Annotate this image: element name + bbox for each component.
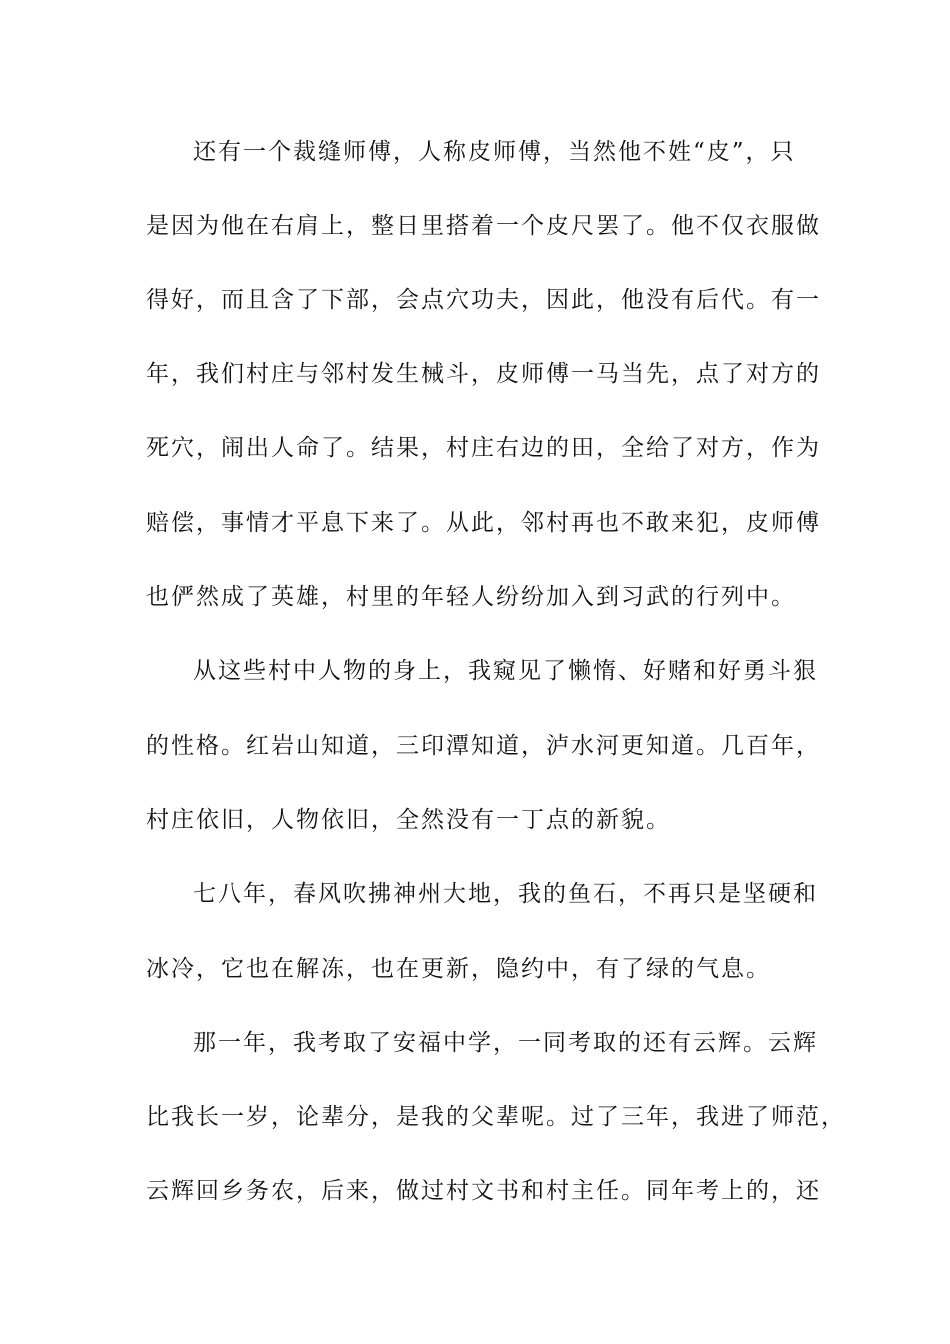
text-line: 是因为他在右肩上，整日里搭着一个皮尺罢了。他不仅衣服做	[146, 213, 821, 239]
text-line: 七八年，春风吹拂神州大地，我的鱼石，不再只是坚硬和	[193, 881, 818, 907]
text-line: 年，我们村庄与邻村发生械斗，皮师傅一马当先，点了对方的	[146, 361, 821, 387]
text-line: 还有一个裁缝师傅，人称皮师傅，当然他不姓“皮”，只	[193, 139, 796, 165]
text-line: 那一年，我考取了安福中学，一同考取的还有云辉。云辉	[193, 1030, 818, 1056]
text-line: 村庄依旧，人物依旧，全然没有一丁点的新貌。	[146, 807, 671, 833]
text-line: 的性格。红岩山知道，三印潭知道，泸水河更知道。几百年，	[146, 733, 821, 759]
text-line: 比我长一岁，论辈分，是我的父辈呢。过了三年，我进了师范，	[146, 1104, 846, 1130]
text-line: 赔偿，事情才平息下来了。从此，邻村再也不敢来犯，皮师傅	[146, 510, 821, 536]
text-line: 得好，而且含了下部，会点穴功夫，因此，他没有后代。有一	[146, 287, 821, 313]
text-line: 从这些村中人物的身上，我窥见了懒惰、好赌和好勇斗狠	[193, 658, 818, 684]
text-line: 死穴，闹出人命了。结果，村庄右边的田，全给了对方，作为	[146, 435, 821, 461]
text-line: 冰冷，它也在解冻，也在更新，隐约中，有了绿的气息。	[146, 956, 771, 982]
text-line: 也俨然成了英雄，村里的年轻人纷纷加入到习武的行列中。	[146, 584, 796, 610]
text-line: 云辉回乡务农，后来，做过村文书和村主任。同年考上的，还	[146, 1178, 821, 1204]
